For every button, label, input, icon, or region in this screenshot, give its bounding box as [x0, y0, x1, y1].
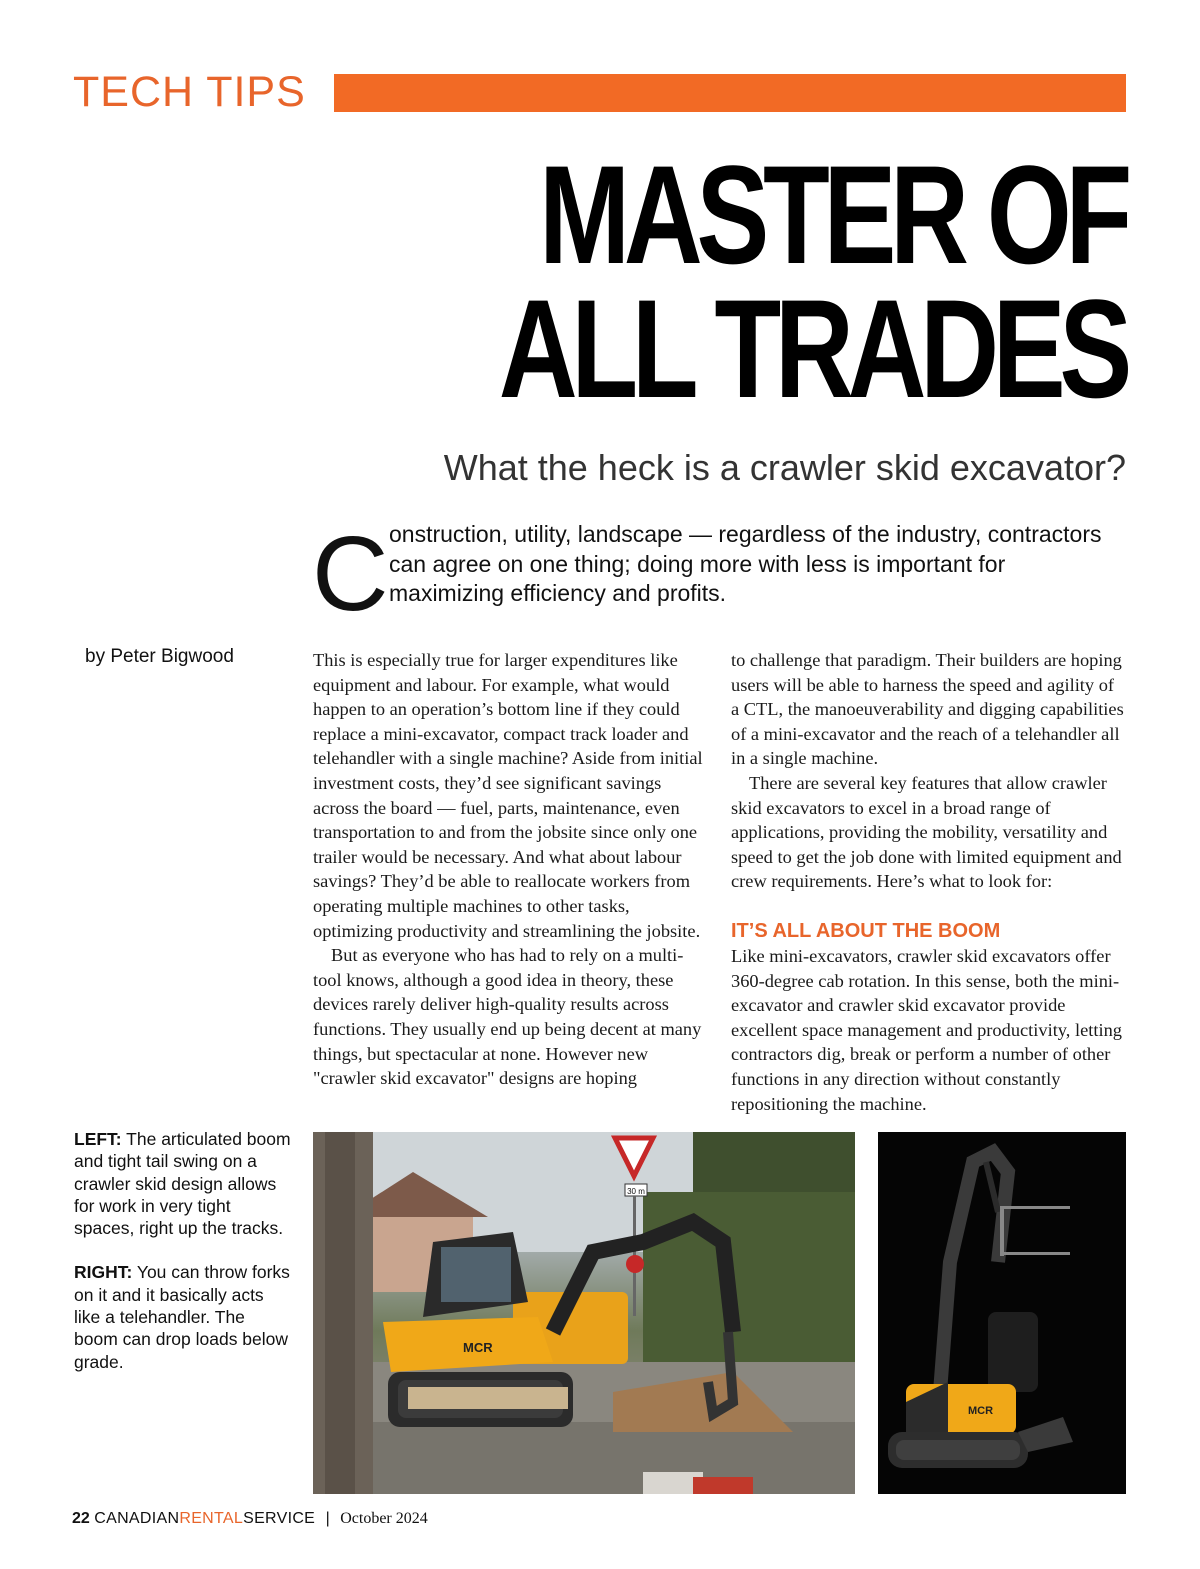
sign-text: 30 m: [627, 1187, 645, 1196]
page-footer: [72, 1510, 428, 1528]
caption-lead: RIGHT:: [74, 1262, 133, 1283]
photo-excavator-forks-illustration: [878, 1132, 1126, 1494]
body-paragraph: There are several key features that allow crawler skid excavators to excel in a broad range of applications, providing the mobility, versatility and speed to get the job done with limited equipment and crew requirements. Here’s what to look for:: [731, 772, 1122, 892]
headline-line-2: ALL TRADES: [498, 270, 1126, 427]
section-label: TECH TIPS: [73, 68, 306, 116]
body-column-right: [731, 648, 1126, 1116]
page-number: 22: [72, 1510, 90, 1527]
headline-line-1: MASTER OF: [539, 136, 1126, 293]
lede: [312, 515, 1112, 633]
byline: by Peter Bigwood: [85, 646, 234, 667]
drop-cap: C: [312, 515, 389, 633]
caption-text: The articulated boom and tight tail swing on a crawler skid design allows for work in very tight spaces, right up the tracks.: [74, 1129, 291, 1239]
magazine-name-part: SERVICE: [243, 1510, 316, 1527]
issue-date: October 2024: [340, 1510, 428, 1527]
caption-right: [74, 1261, 292, 1372]
photo-excavator-street-illustration: [313, 1132, 855, 1494]
lede-text: onstruction, utility, landscape — regardless of the industry, contractors can agree on one thing; doing more with less is important for maximizing efficiency and profits.: [389, 521, 1102, 606]
body-paragraph: This is especially true for larger expenditures like equipment and labour. For example, what would happen to an operation’s bottom line if they could replace a mini-excavator, compact track loader and telehandler with a single machine? Aside from initial investment costs, they’d see significant savings across the board — fuel, parts, maintenance, even transportation to and from the jobsite since only one trailer would be necessary. And what about labour savings? They’d be able to reallocate workers from operating multiple machines to other tasks, optimizing productivity and streamlining the jobsite.: [313, 650, 703, 941]
body-paragraph: Like mini-excavators, crawler skid excavators offer 360-degree cab rotation. In this sense, both the mini-excavator and crawler skid excavator provide excellent space management and productivity, letting contractors dig, break or perform a number of other functions in any direction without constantly repositioning the machine.: [731, 945, 1122, 1114]
body-paragraph: to challenge that paradigm. Their builders are hoping users will be able to harness the speed and agility of a CTL, the manoeuverability and digging capabilities of a mini-excavator and the reach of a telehandler all in a single machine.: [731, 650, 1124, 769]
section-bar: [334, 74, 1126, 112]
footer-separator: |: [325, 1510, 330, 1527]
magazine-name-part: RENTAL: [179, 1510, 244, 1527]
caption-left: [74, 1128, 292, 1239]
photo-captions: [74, 1128, 292, 1373]
caption-text: You can throw forks on it and it basically acts like a telehandler. The boom can drop loads below grade.: [74, 1262, 290, 1372]
caption-lead: LEFT:: [74, 1129, 122, 1149]
machine-brand-right: MCR: [968, 1405, 994, 1417]
magazine-name-part: CANADIAN: [94, 1510, 180, 1527]
body-paragraph: But as everyone who has had to rely on a multi-tool knows, although a good idea in theory, these devices rarely deliver high-quality results across functions. They usually end up being decent at many things, but spectacular at none. However new "crawler skid excavator" designs are hoping: [313, 945, 702, 1089]
body-column-left: [313, 648, 708, 1091]
photo-excavator-forks: [878, 1132, 1126, 1494]
headline: [300, 136, 1126, 427]
deck: What the heck is a crawler skid excavator?: [443, 447, 1126, 488]
photo-excavator-street: [313, 1132, 855, 1494]
subhead: IT’S ALL ABOUT THE BOOM: [731, 919, 1001, 942]
machine-brand: MCR: [463, 1340, 493, 1355]
